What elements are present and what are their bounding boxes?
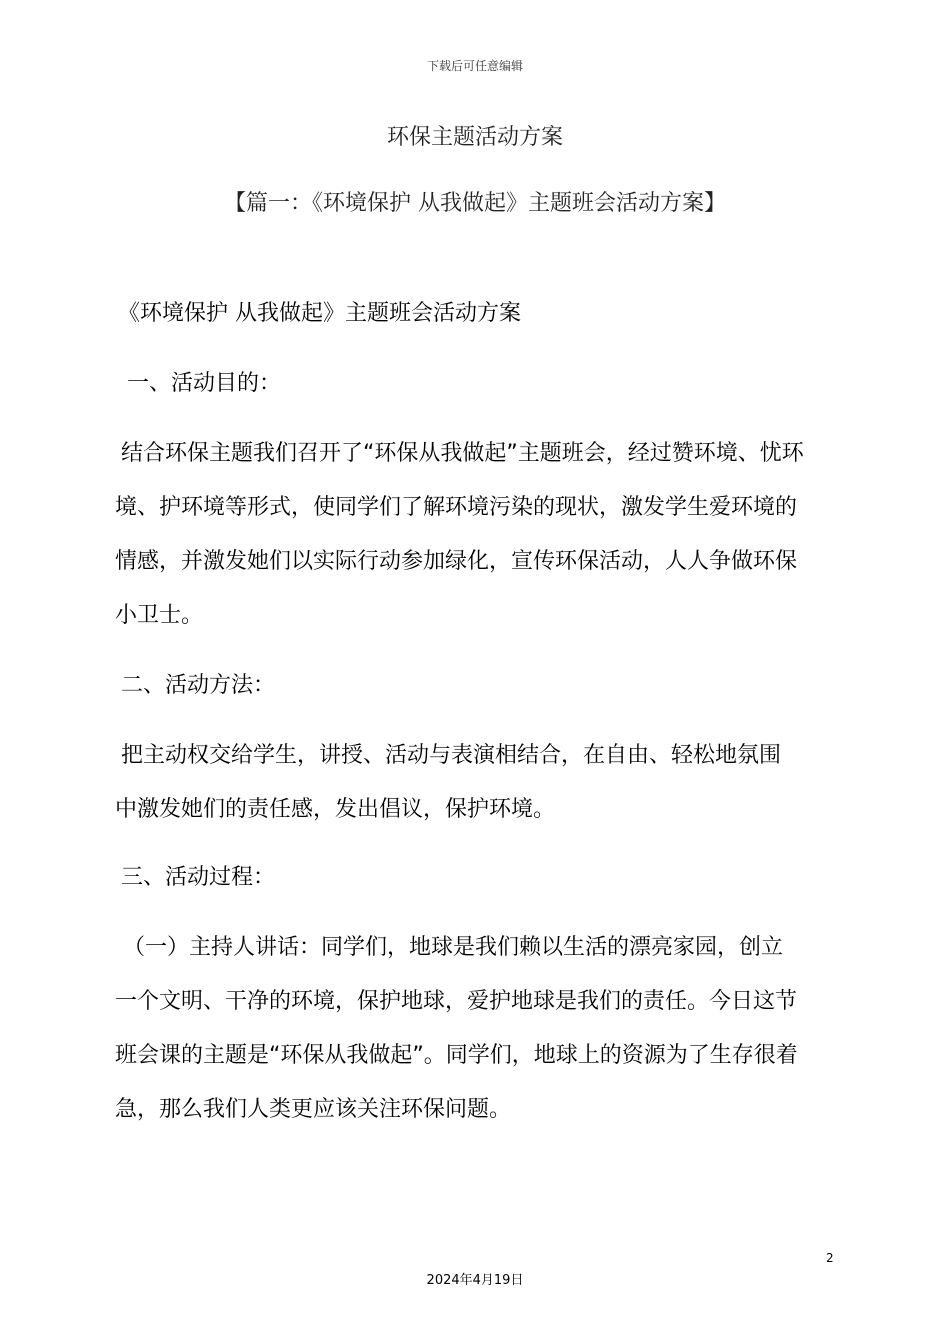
paragraph-line: 结合环保主题我们召开了“环保从我做起”主题班会，经过赞环境、忧环 — [121, 441, 804, 466]
section-title: 《环境保护 从我做起》主题班会活动方案 — [118, 301, 521, 326]
paragraph-line: 境、护环境等形式，使同学们了解环境污染的现状，激发学生爱环境的 — [115, 495, 798, 520]
paragraph-line: （一）主持人讲话：同学们，地球是我们赖以生活的漂亮家园，创立 — [123, 935, 784, 960]
document-title: 环保主题活动方案 — [386, 125, 563, 150]
header-note: 下载后可任意编辑 — [426, 59, 523, 73]
footer-date: 2024年4月19日 — [426, 1273, 524, 1288]
paragraph-line: 一个文明、干净的环境，保护地球，爱护地球是我们的责任。今日这节 — [115, 989, 798, 1014]
section1-heading: 一、活动目的： — [127, 371, 282, 396]
paragraph-line: 小卫士。 — [115, 603, 204, 628]
paragraph-line: 把主动权交给学生，讲授、活动与表演相结合，在自由、轻松地氛围 — [121, 743, 782, 768]
paragraph-line: 班会课的主题是“环保从我做起”。同学们，地球上的资源为了生存很着 — [115, 1043, 798, 1068]
paragraph-line: 急，那么我们人类更应该关注环保问题。 — [115, 1097, 512, 1122]
section2-heading: 二、活动方法： — [121, 673, 276, 698]
document-subtitle: 【篇一：《环境保护 从我做起》主题班会活动方案】 — [224, 191, 726, 216]
page-number: 2 — [826, 1251, 834, 1265]
paragraph-line: 情感，并激发她们以实际行动参加绿化，宣传环保活动，人人争做环保 — [115, 549, 798, 574]
paragraph-line: 中激发她们的责任感，发出倡议，保护环境。 — [115, 797, 556, 822]
section3-heading: 三、活动过程： — [121, 865, 276, 890]
